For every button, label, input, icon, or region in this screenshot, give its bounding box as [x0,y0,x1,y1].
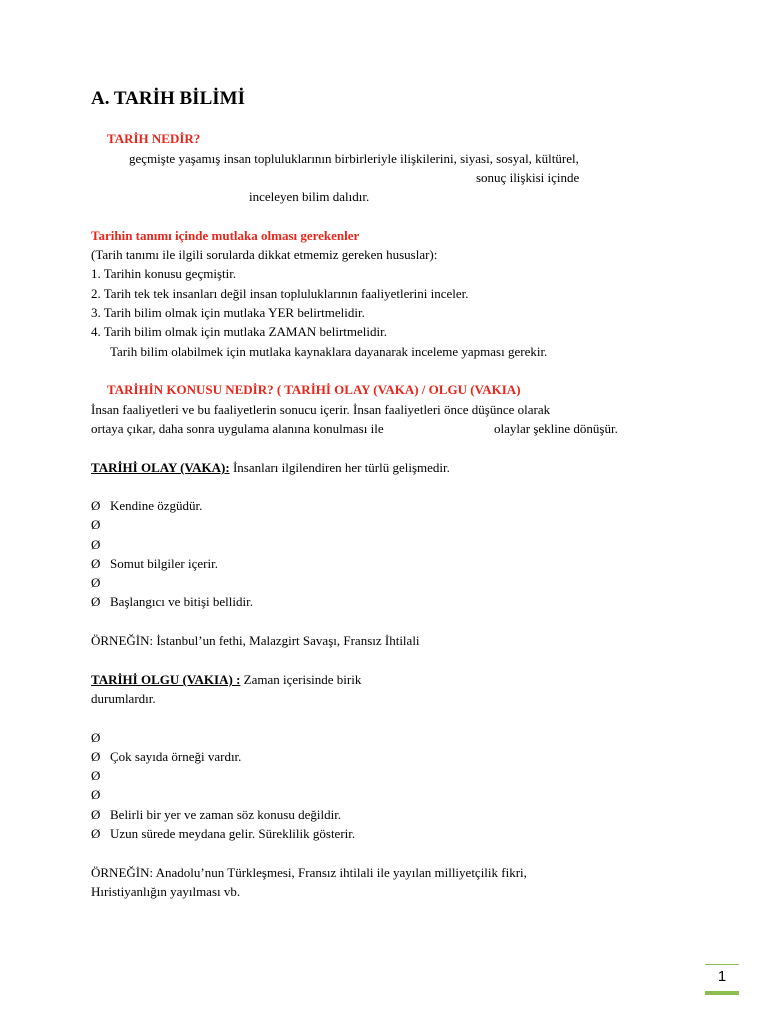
list-item [91,575,110,591]
list-item [91,826,355,842]
bullet-text: Somut bilgiler içerir. [110,556,218,571]
bullet-icon: Ø [91,749,101,764]
list-item: 4. Tarih bilim olmak için mutlaka ZAMAN belirtmelidir. [91,324,387,339]
olgu-desc-continued: durumlardır. [91,691,156,706]
page-number-top-rule [705,964,739,965]
olgu-definition [91,672,361,688]
definition-line-1: geçmişte yaşamış insan topluluklarının birbirleriyle ilişkilerini, siyasi, sosyal, kültürel, [129,151,579,166]
list-item [91,498,202,514]
bullet-icon: Ø [91,787,101,802]
olgu-label: TARİHİ OLGU (VAKIA) : [91,672,241,687]
list-item: 1. Tarihin konusu geçmiştir. [91,266,237,281]
paragraph-line-1: İnsan faaliyetleri ve bu faaliyetlerin sonucu içerir. İnsan faaliyetleri önce düşünce olarak [91,402,551,417]
section-title-tanim: Tarihin tanımı içinde mutlaka olması gerekenler [91,228,360,243]
page-number-bottom-rule [705,991,739,995]
page-number: 1 [717,968,727,985]
section-title-konu: TARİHİN KONUSU NEDİR? ( TARİHİ OLAY (VAKA) / OLGU (VAKIA) [107,382,521,397]
list-item [91,807,341,823]
list-item: 3. Tarih bilim olmak için mutlaka YER belirtmelidir. [91,305,365,320]
bullet-text: Başlangıcı ve bitişi bellidir. [110,594,253,609]
page-title: A. TARİH BİLİMİ [91,88,245,109]
olgu-desc: Zaman içerisinde birik [240,672,362,687]
bullet-icon: Ø [91,594,101,609]
list-item [91,730,110,746]
bullet-text: Uzun sürede meydana gelir. Süreklilik gösterir. [110,826,356,841]
section-title-tarih-nedir: TARİH NEDİR? [107,131,201,146]
list-item [91,787,110,803]
bullet-text: Belirli bir yer ve zaman söz konusu değildir. [110,807,342,822]
bullet-icon: Ø [91,537,101,552]
paragraph-line-2a: ortaya çıkar, daha sonra uygulama alanına konulması ile [91,421,384,436]
list-item [91,594,253,610]
definition-line-3: inceleyen bilim dalıdır. [249,189,370,204]
bullet-icon: Ø [91,807,101,822]
list-item: 2. Tarih tek tek insanları değil insan topluluklarının faaliyetlerini inceler. [91,286,469,301]
olay-desc: İnsanları ilgilendiren her türlü gelişmedir. [229,460,450,475]
olay-example: ÖRNEĞİN: İstanbul’un fethi, Malazgirt Savaşı, Fransız İhtilali [91,633,420,648]
bullet-icon: Ø [91,730,101,745]
list-item [91,768,110,784]
list-item [91,537,110,553]
bullet-icon: Ø [91,517,101,532]
bullet-text: Çok sayıda örneği vardır. [110,749,242,764]
bullet-text: Kendine özgüdür. [110,498,203,513]
bullet-icon: Ø [91,826,101,841]
definition-line-2: sonuç ilişkisi içinde [476,170,580,185]
section-intro: (Tarih tanımı ile ilgili sorularda dikkat etmemiz gereken hususlar): [91,247,438,262]
olay-label: TARİHİ OLAY (VAKA): [91,460,230,475]
bullet-icon: Ø [91,556,101,571]
list-item [91,517,110,533]
bullet-icon: Ø [91,575,101,590]
bullet-icon: Ø [91,498,101,513]
olgu-example-line-2: Hıristiyanlığın yayılması vb. [91,884,241,899]
list-item [91,749,241,765]
olay-definition [91,460,450,476]
section-note: Tarih bilim olabilmek için mutlaka kaynaklara dayanarak inceleme yapması gerekir. [110,344,548,359]
bullet-icon: Ø [91,768,101,783]
paragraph-line-2b: olaylar şekline dönüşür. [494,421,618,436]
olgu-example-line-1: ÖRNEĞİN: Anadolu’nun Türkleşmesi, Fransız ihtilali ile yayılan milliyetçilik fikri, [91,865,527,880]
list-item [91,556,218,572]
